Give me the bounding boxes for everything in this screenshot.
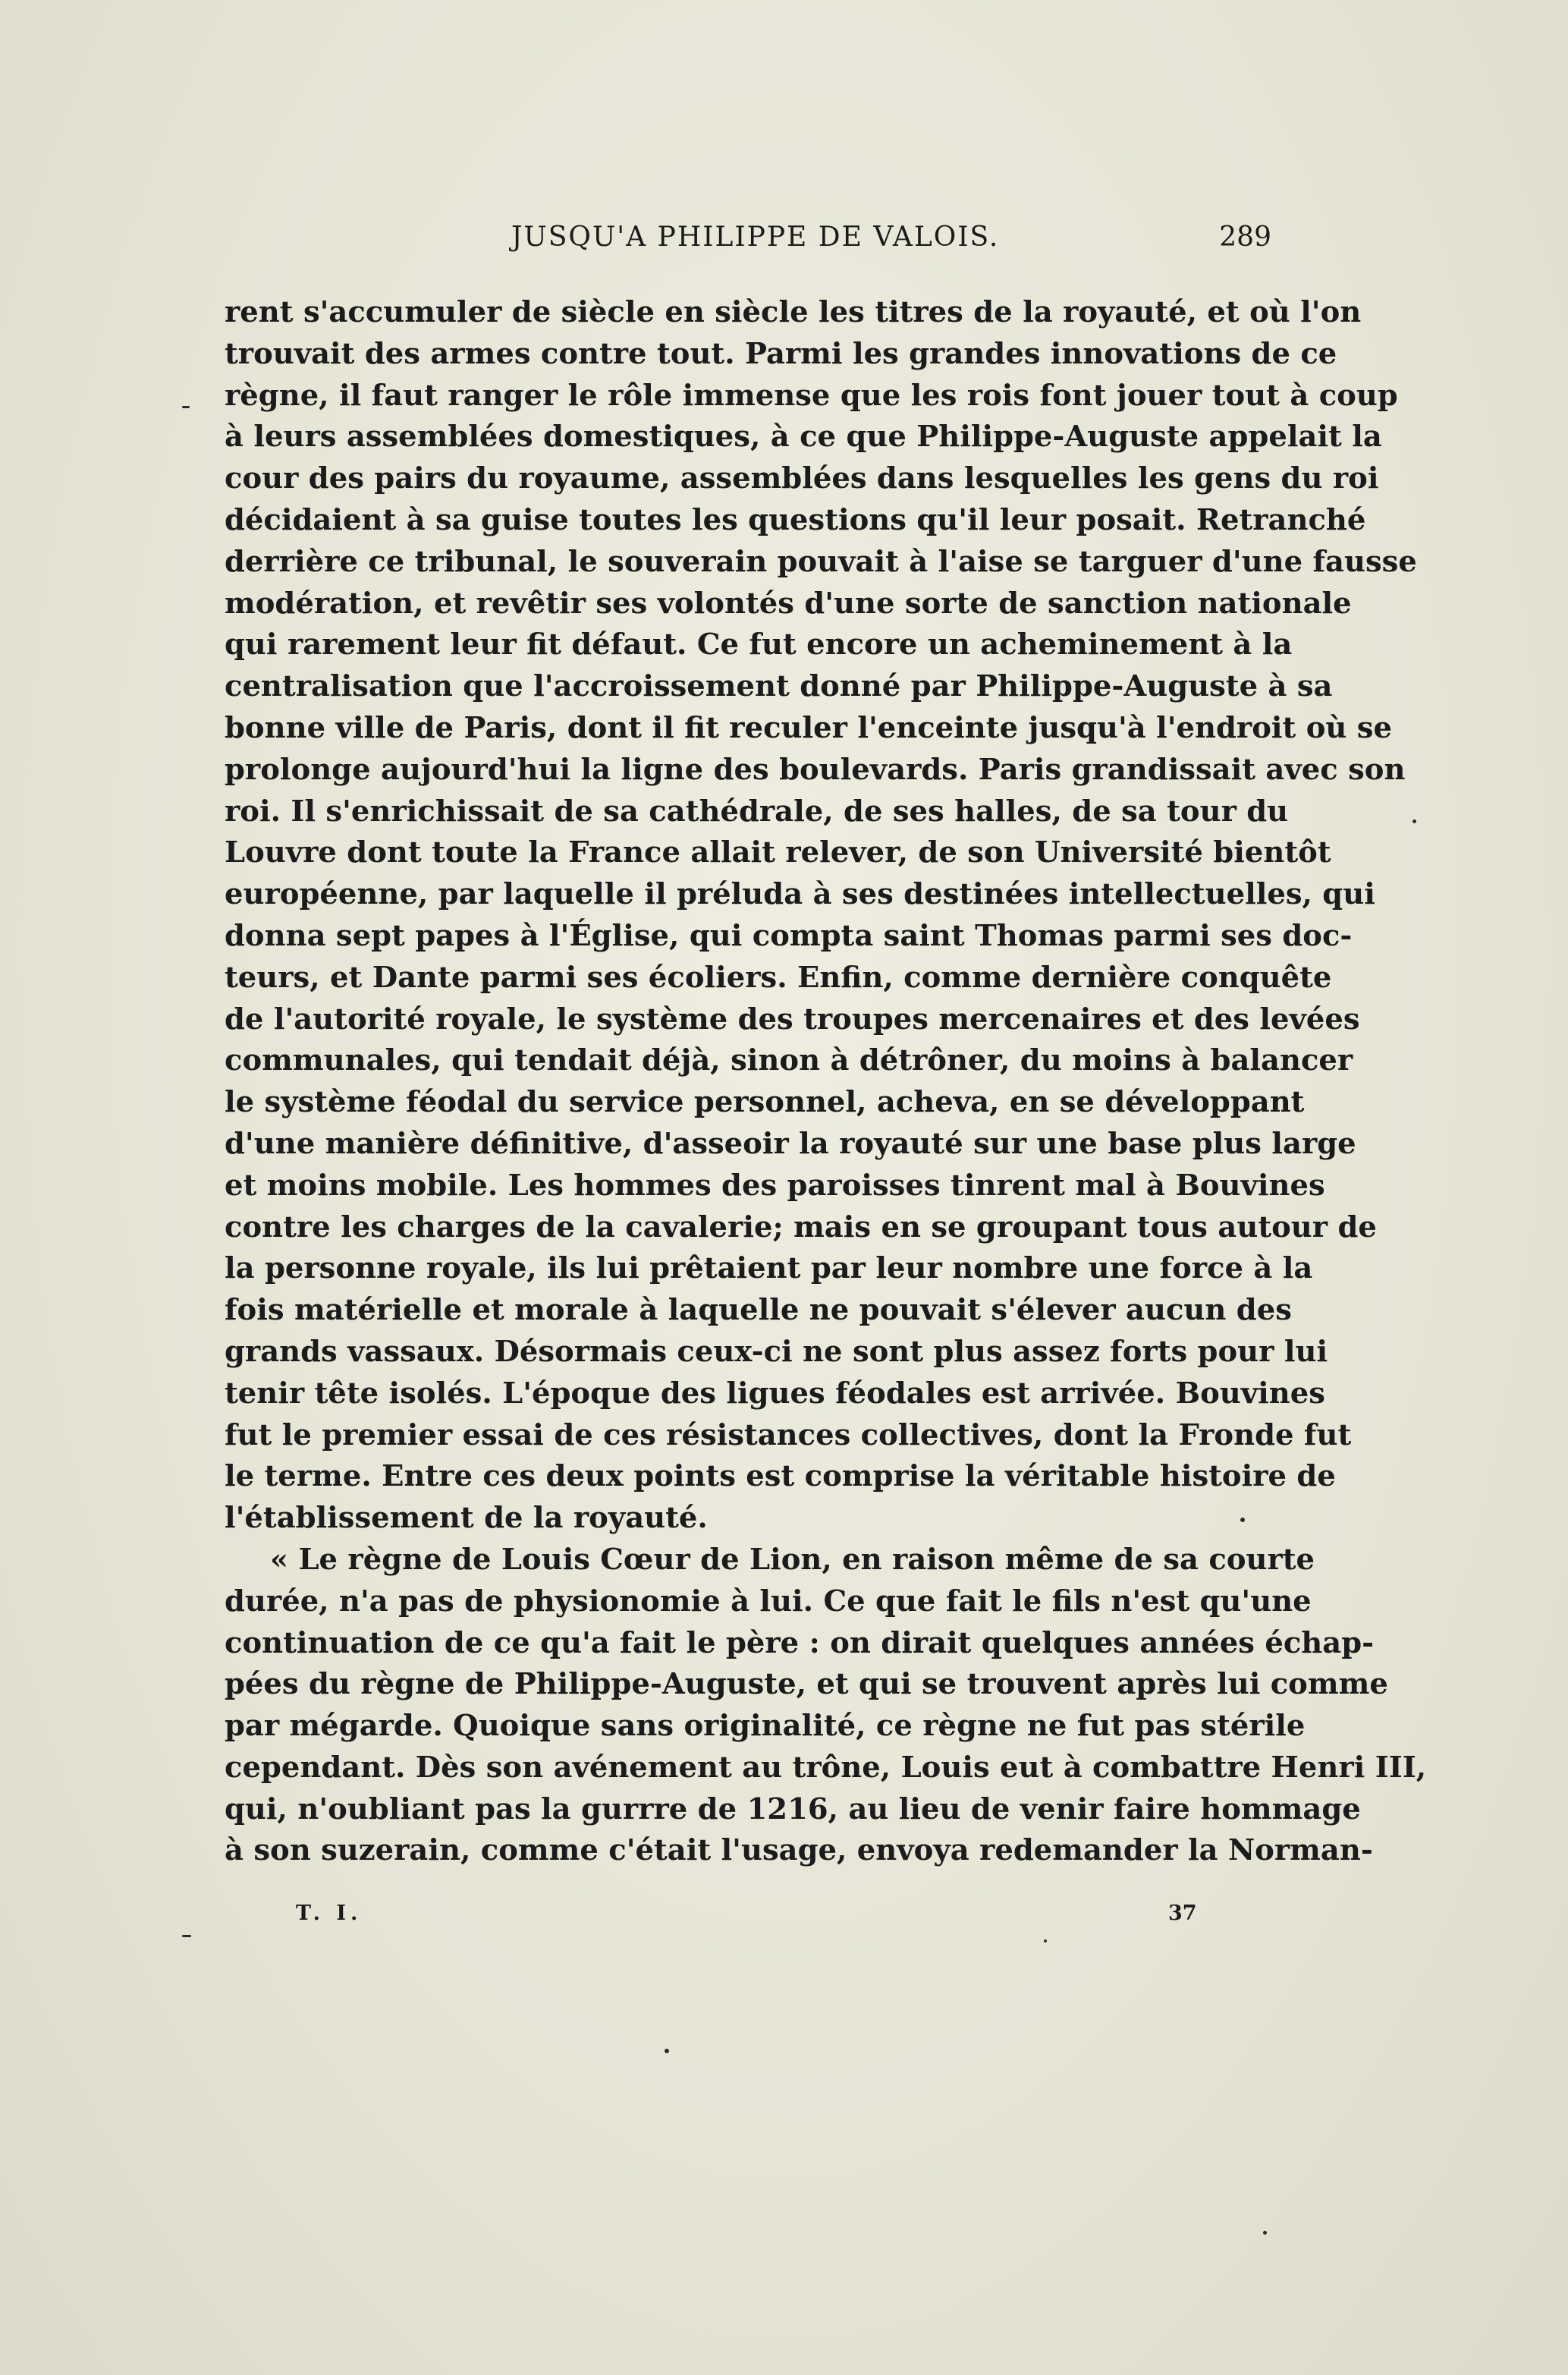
text-line: qui rarement leur fit défaut. Ce fut encore un acheminement à la (225, 628, 1293, 662)
text-line: « Le règne de Louis Cœur de Lion, en raison même de sa courte (270, 1542, 1315, 1577)
text-line: règne, il faut ranger le rôle immense que les rois font jouer tout à coup (225, 378, 1398, 413)
text-line: bonne ville de Paris, dont il fit reculer l'enceinte jusqu'à l'endroit où se (225, 710, 1392, 745)
page-number: 289 (1219, 222, 1271, 253)
volume-signature: T. I. (296, 1902, 363, 1925)
text-line: trouvait des armes contre tout. Parmi les grandes innovations de ce (225, 336, 1337, 371)
text-line: et moins mobile. Les hommes des paroisses tinrent mal à Bouvines (225, 1168, 1325, 1203)
text-line: européenne, par laquelle il préluda à ses destinées intellectuelles, qui (225, 877, 1375, 912)
text-line: prolonge aujourd'hui la ligne des boulevards. Paris grandissait avec son (225, 752, 1406, 787)
text-line: la personne royale, ils lui prêtaient par leur nombre une force à la (225, 1251, 1313, 1286)
ink-speck (1263, 2231, 1267, 2235)
text-line: qui, n'oubliant pas la gurrre de 1216, au lieu de venir faire hommage (225, 1791, 1361, 1826)
ink-speck (1044, 1939, 1047, 1942)
text-line: décidaient à sa guise toutes les questions qu'il leur posait. Retranché (225, 502, 1366, 537)
text-line: contre les charges de la cavalerie; mais en se groupant tous autour de (225, 1210, 1377, 1244)
text-line: d'une manière définitive, d'asseoir la royauté sur une base plus large (225, 1126, 1356, 1161)
text-line: continuation de ce qu'a fait le père : on dirait quelques années échap- (225, 1625, 1375, 1660)
ink-speck (1412, 819, 1416, 823)
text-line: modération, et revêtir ses volontés d'une sorte de sanction nationale (225, 586, 1352, 621)
text-line: à son suzerain, comme c'était l'usage, envoya redemander la Norman- (225, 1833, 1373, 1868)
text-line: l'établissement de la royauté. (225, 1501, 708, 1536)
page-header (225, 222, 1271, 267)
text-line: communales, qui tendait déjà, sinon à détrôner, du moins à balancer (225, 1043, 1353, 1078)
text-line: de l'autorité royale, le système des troupes mercenaires et des levées (225, 1002, 1360, 1037)
text-line: à leurs assemblées domestiques, à ce que Philippe-Auguste appelait la (225, 420, 1382, 455)
ink-speck (665, 2049, 669, 2053)
ink-speck (1240, 1518, 1245, 1522)
text-line: Louvre dont toute la France allait relever, de son Université bientôt (225, 835, 1331, 870)
ink-speck (182, 406, 190, 408)
text-line: fois matérielle et morale à laquelle ne pouvait s'élever aucun des (225, 1293, 1292, 1328)
text-line: rent s'accumuler de siècle en siècle les titres de la royauté, et où l'on (225, 295, 1362, 329)
ink-speck (182, 1935, 191, 1937)
text-line: cour des pairs du royaume, assemblées dans lesquelles les gens du roi (225, 461, 1379, 496)
text-line: pées du règne de Philippe-Auguste, et qui se trouvent après lui comme (225, 1667, 1388, 1702)
page-footer (296, 1902, 1206, 1932)
text-line: tenir tête isolés. L'époque des ligues féodales est arrivée. Bouvines (225, 1376, 1325, 1411)
text-line: centralisation que l'accroissement donné par Philippe-Auguste à sa (225, 669, 1333, 704)
text-line: roi. Il s'enrichissait de sa cathédrale, de ses halles, de sa tour du (225, 794, 1289, 829)
text-line: grands vassaux. Désormais ceux-ci ne sont plus assez forts pour lui (225, 1334, 1328, 1369)
body-text (225, 292, 1427, 1872)
text-line: le système féodal du service personnel, acheva, en se développant (225, 1085, 1305, 1120)
text-line: derrière ce tribunal, le souverain pouvait à l'aise se targuer d'une fausse (225, 544, 1417, 579)
text-line: donna sept papes à l'Église, qui compta saint Thomas parmi ses doc- (225, 918, 1353, 953)
text-line: cependant. Dès son avénement au trône, Louis eut à combattre Henri III, (225, 1750, 1427, 1785)
running-title: JUSQU'A PHILIPPE DE VALOIS. (511, 222, 1000, 253)
text-line: durée, n'a pas de physionomie à lui. Ce que fait le fils n'est qu'une (225, 1584, 1312, 1618)
text-line: fut le premier essai de ces résistances collectives, dont la Fronde fut (225, 1417, 1352, 1452)
text-line: le terme. Entre ces deux points est comprise la véritable histoire de (225, 1459, 1336, 1494)
gathering-signature: 37 (1168, 1902, 1197, 1925)
text-line: teurs, et Dante parmi ses écoliers. Enfin, comme dernière conquête (225, 960, 1332, 995)
text-line: par mégarde. Quoique sans originalité, ce règne ne fut pas stérile (225, 1709, 1306, 1744)
